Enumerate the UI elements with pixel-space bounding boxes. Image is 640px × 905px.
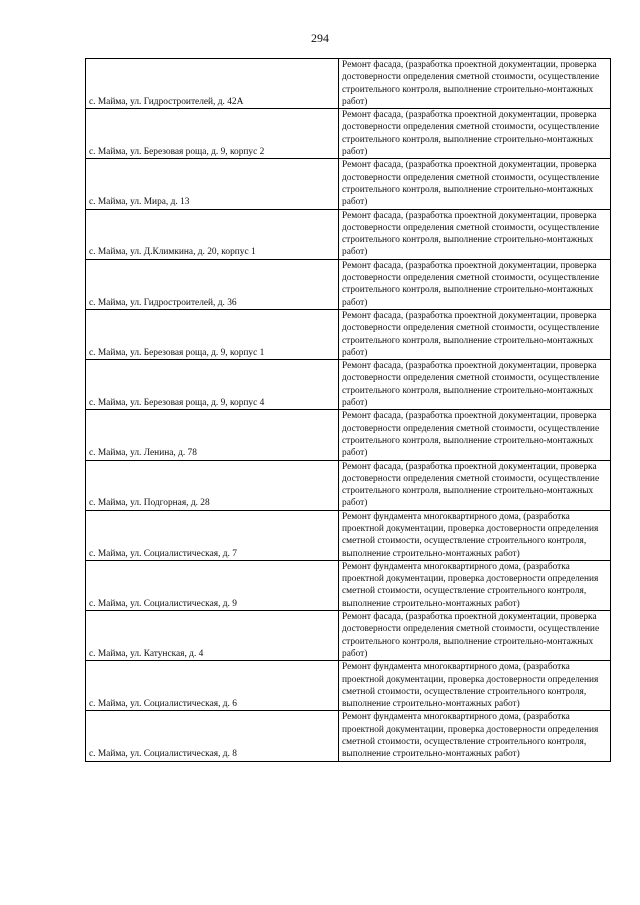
address-cell: с. Майма, ул. Социалистическая, д. 9 [86, 560, 339, 610]
table-row [86, 209, 611, 259]
work-cell: Ремонт фасада, (разработка проектной документации, проверка достоверности определения сметной стоимости, осуществление строительного контроля, выполнение строительно-монтажных работ) [339, 309, 611, 359]
page-number: 294 [311, 31, 329, 45]
address-cell: с. Майма, ул. Ленина, д. 78 [86, 410, 339, 460]
address-cell: с. Майма, ул. Березовая роща, д. 9, корпус 4 [86, 360, 339, 410]
address-cell: с. Майма, ул. Д.Климкина, д. 20, корпус 1 [86, 209, 339, 259]
work-cell: Ремонт фасада, (разработка проектной документации, проверка достоверности определения сметной стоимости, осуществление строительного контроля, выполнение строительно-монтажных работ) [339, 159, 611, 209]
work-cell: Ремонт фундамента многоквартирного дома, (разработка проектной документации, проверка достоверности определения сметной стоимости, осуществление строительного контроля, выполнение строительно-монтажных работ) [339, 711, 611, 761]
work-cell: Ремонт фасада, (разработка проектной документации, проверка достоверности определения сметной стоимости, осуществление строительного контроля, выполнение строительно-монтажных работ) [339, 59, 611, 109]
table-row [86, 360, 611, 410]
works-table-body [86, 59, 611, 762]
address-cell: с. Майма, ул. Березовая роща, д. 9, корпус 2 [86, 109, 339, 159]
table-row [86, 510, 611, 560]
address-cell: с. Майма, ул. Мира, д. 13 [86, 159, 339, 209]
table-row [86, 661, 611, 711]
address-cell: с. Майма, ул. Гидростроителей, д. 42А [86, 59, 339, 109]
address-cell: с. Майма, ул. Социалистическая, д. 8 [86, 711, 339, 761]
address-cell: с. Майма, ул. Гидростроителей, д. 36 [86, 259, 339, 309]
work-cell: Ремонт фундамента многоквартирного дома, (разработка проектной документации, проверка достоверности определения сметной стоимости, осуществление строительного контроля, выполнение строительно-монтажных работ) [339, 560, 611, 610]
work-cell: Ремонт фасада, (разработка проектной документации, проверка достоверности определения сметной стоимости, осуществление строительного контроля, выполнение строительно-монтажных работ) [339, 259, 611, 309]
work-cell: Ремонт фундамента многоквартирного дома, (разработка проектной документации, проверка достоверности определения сметной стоимости, осуществление строительного контроля, выполнение строительно-монтажных работ) [339, 510, 611, 560]
address-cell: с. Майма, ул. Социалистическая, д. 7 [86, 510, 339, 560]
work-cell: Ремонт фасада, (разработка проектной документации, проверка достоверности определения сметной стоимости, осуществление строительного контроля, выполнение строительно-монтажных работ) [339, 460, 611, 510]
table-row [86, 611, 611, 661]
works-table [85, 58, 611, 762]
work-cell: Ремонт фасада, (разработка проектной документации, проверка достоверности определения сметной стоимости, осуществление строительного контроля, выполнение строительно-монтажных работ) [339, 410, 611, 460]
work-cell: Ремонт фундамента многоквартирного дома, (разработка проектной документации, проверка достоверности определения сметной стоимости, осуществление строительного контроля, выполнение строительно-монтажных работ) [339, 661, 611, 711]
work-cell: Ремонт фасада, (разработка проектной документации, проверка достоверности определения сметной стоимости, осуществление строительного контроля, выполнение строительно-монтажных работ) [339, 611, 611, 661]
table-row [86, 560, 611, 610]
table-row [86, 159, 611, 209]
work-cell: Ремонт фасада, (разработка проектной документации, проверка достоверности определения сметной стоимости, осуществление строительного контроля, выполнение строительно-монтажных работ) [339, 360, 611, 410]
table-row [86, 59, 611, 109]
address-cell: с. Майма, ул. Березовая роща, д. 9, корпус 1 [86, 309, 339, 359]
table-row [86, 109, 611, 159]
table-row [86, 410, 611, 460]
table-row [86, 309, 611, 359]
address-cell: с. Майма, ул. Подгорная, д. 28 [86, 460, 339, 510]
work-cell: Ремонт фасада, (разработка проектной документации, проверка достоверности определения сметной стоимости, осуществление строительного контроля, выполнение строительно-монтажных работ) [339, 109, 611, 159]
address-cell: с. Майма, ул. Социалистическая, д. 6 [86, 661, 339, 711]
table-row [86, 711, 611, 761]
table-row [86, 259, 611, 309]
work-cell: Ремонт фасада, (разработка проектной документации, проверка достоверности определения сметной стоимости, осуществление строительного контроля, выполнение строительно-монтажных работ) [339, 209, 611, 259]
address-cell: с. Майма, ул. Катунская, д. 4 [86, 611, 339, 661]
table-row [86, 460, 611, 510]
